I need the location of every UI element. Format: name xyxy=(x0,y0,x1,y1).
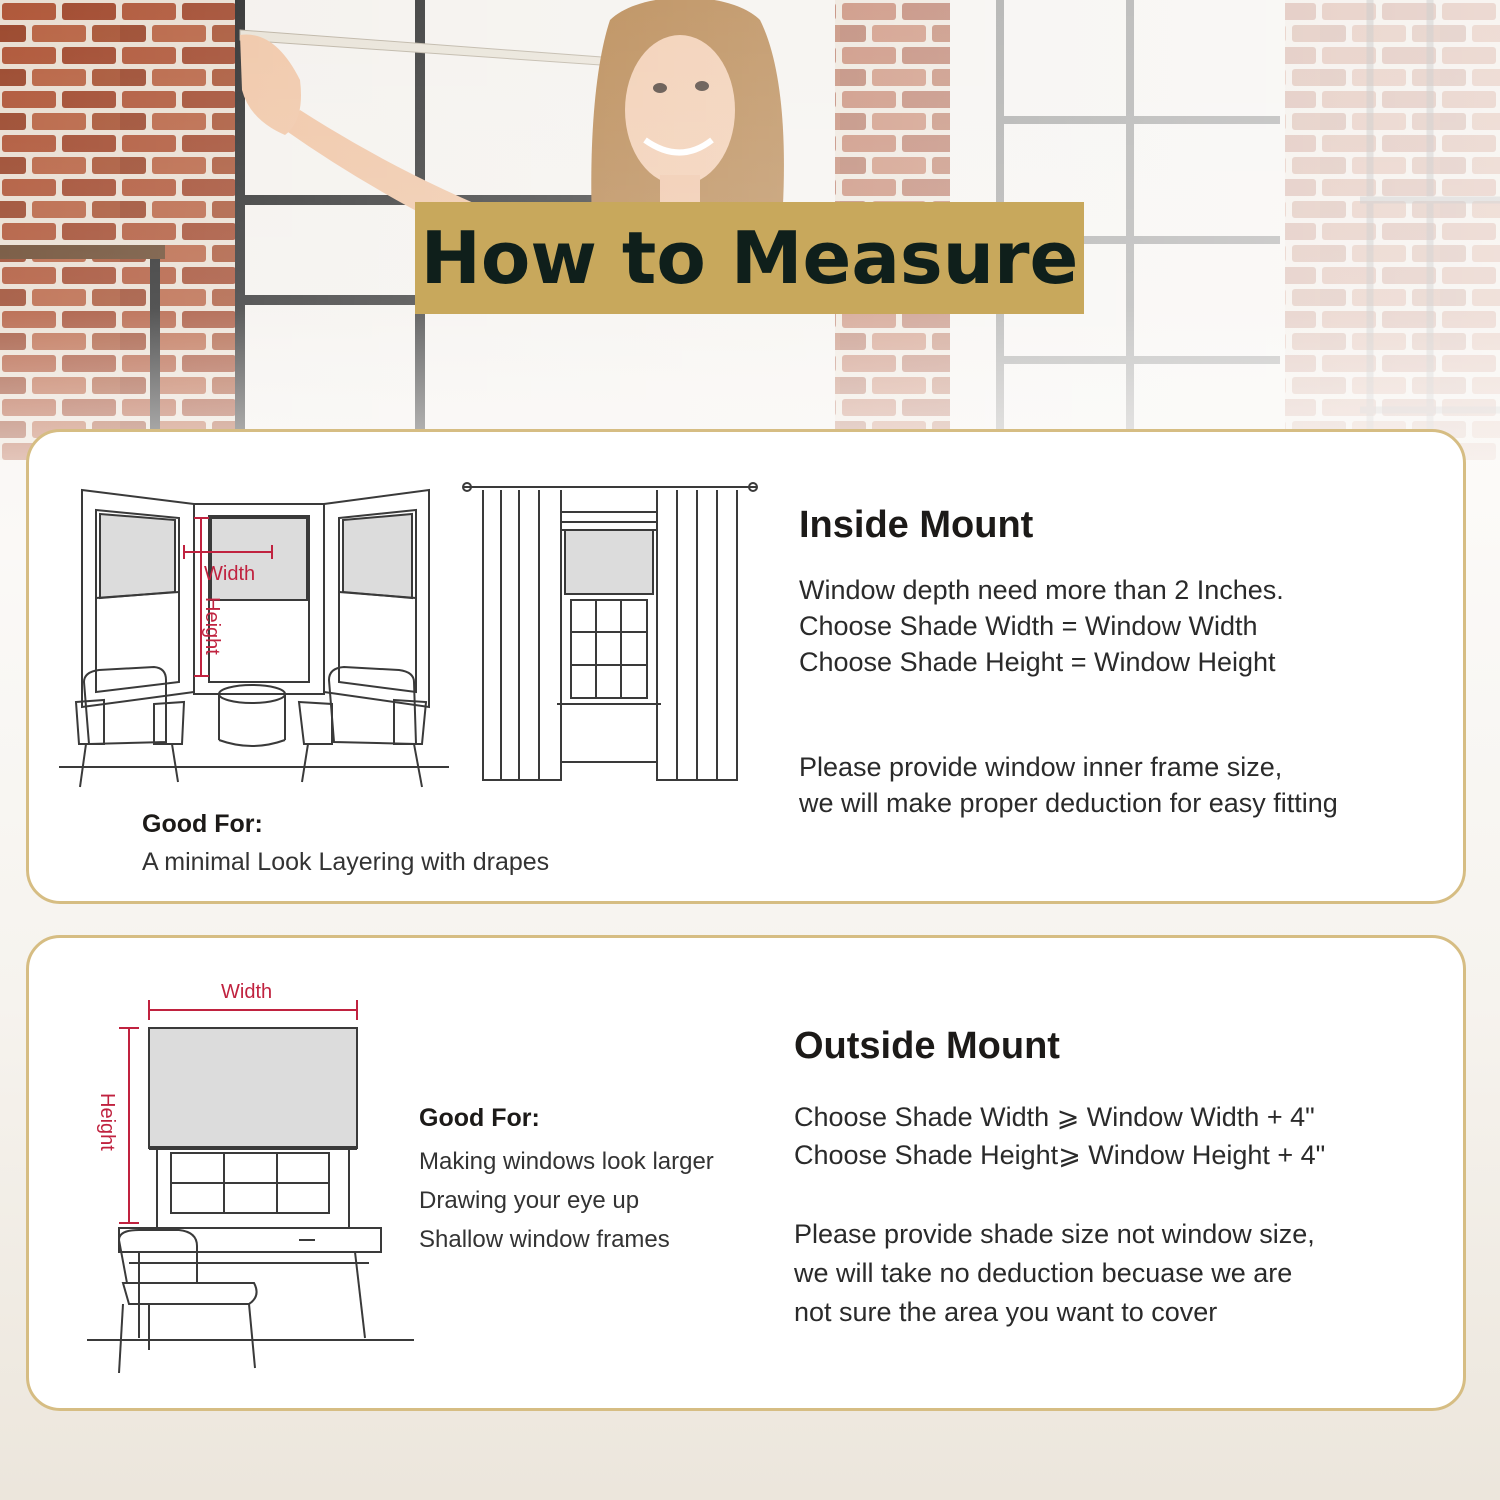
inside-height-label: Height xyxy=(201,597,223,655)
outside-mount-card xyxy=(26,935,1466,1411)
outside-rule-line: Choose Shade Height⩾ Window Height + 4" xyxy=(794,1140,1326,1170)
inside-rule-line: Window depth need more than 2 Inches. xyxy=(799,575,1284,605)
inside-mount-card xyxy=(26,429,1466,904)
outside-good-for-list xyxy=(419,1142,714,1259)
inside-note-line: Please provide window inner frame size, xyxy=(799,752,1283,782)
good-for-item: Drawing your eye up xyxy=(419,1187,640,1214)
outside-note-line: not sure the area you want to cover xyxy=(794,1297,1218,1327)
outside-rule-line: Choose Shade Width ⩾ Window Width + 4" xyxy=(794,1102,1315,1132)
outside-width-label: Width xyxy=(221,981,273,1003)
drapes-window-illustration xyxy=(461,482,761,782)
outside-mount-rules xyxy=(794,1098,1325,1174)
outside-mount-heading: Outside Mount xyxy=(794,1025,1060,1067)
inside-rule-line: Choose Shade Height = Window Height xyxy=(799,647,1276,677)
outside-good-for-label: Good For: xyxy=(419,1104,540,1132)
inside-mount-rules xyxy=(799,572,1284,680)
outside-note-line: we will take no deduction becuase we are xyxy=(794,1258,1293,1288)
desk-window-illustration xyxy=(79,978,429,1388)
title-banner xyxy=(415,202,1084,314)
inside-width-label: Width xyxy=(204,563,256,585)
inside-mount-heading: Inside Mount xyxy=(799,504,1034,546)
outside-note-line: Please provide shade size not window size, xyxy=(794,1219,1315,1249)
good-for-item: Making windows look larger xyxy=(419,1148,714,1175)
outside-mount-note xyxy=(794,1215,1315,1332)
inside-rule-line: Choose Shade Width = Window Width xyxy=(799,611,1258,641)
page-title: How to Measure xyxy=(420,216,1079,300)
outside-height-label: Height xyxy=(96,1093,118,1151)
good-for-item: Shallow window frames xyxy=(419,1226,670,1253)
inside-good-for-label: Good For: xyxy=(142,810,263,838)
inside-good-for-text: A minimal Look Layering with drapes xyxy=(142,848,550,876)
bay-window-illustration xyxy=(54,482,454,802)
inside-mount-note xyxy=(799,749,1338,821)
inside-note-line: we will make proper deduction for easy fitting xyxy=(799,788,1338,818)
